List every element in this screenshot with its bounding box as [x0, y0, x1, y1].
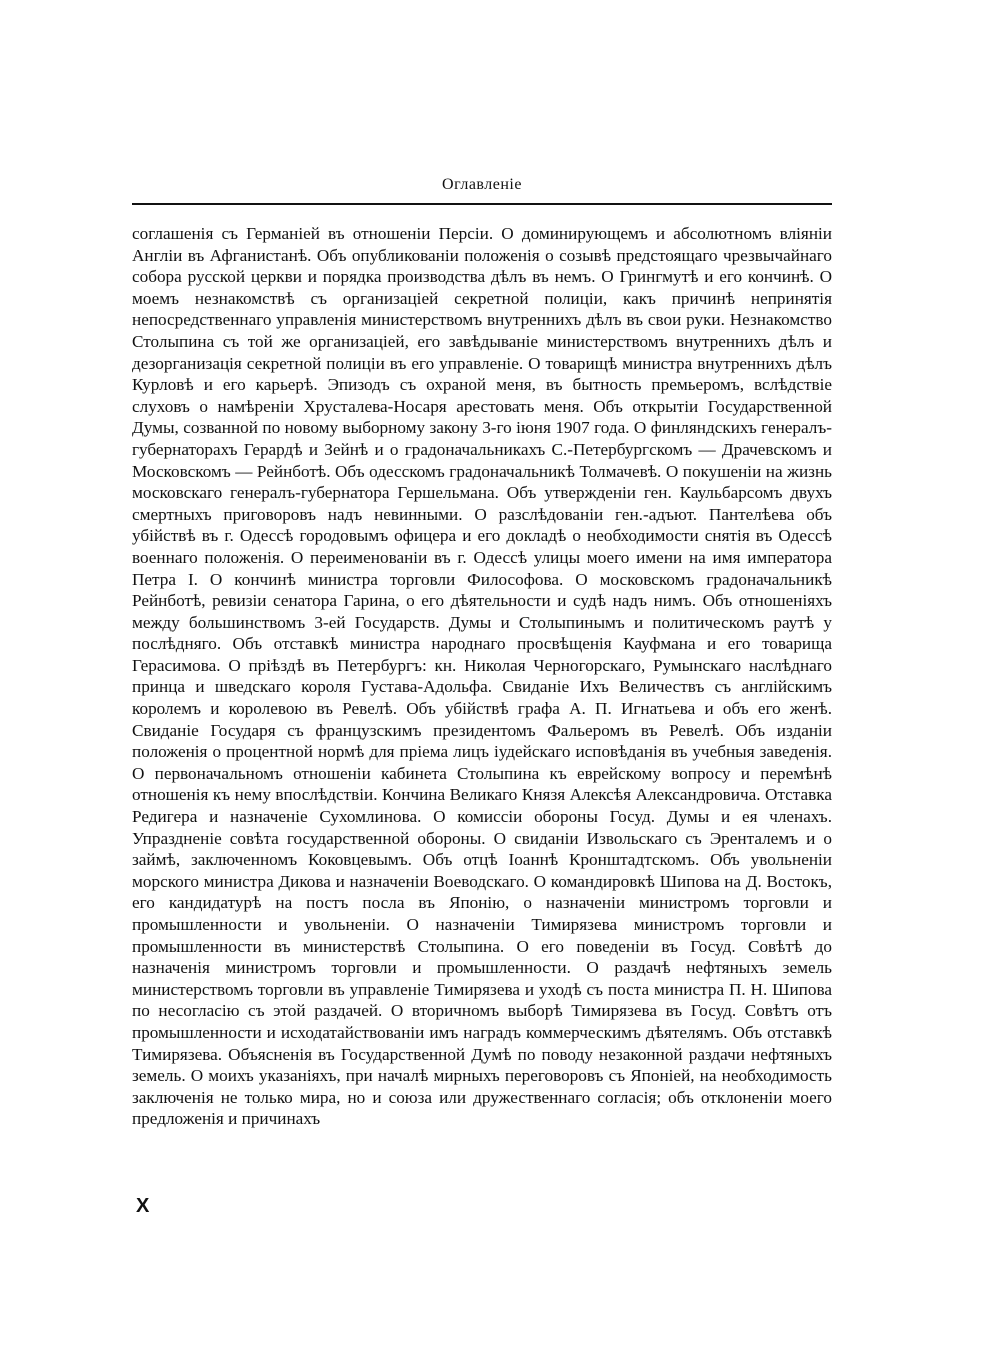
table-of-contents-text: соглашенія съ Германіей въ отношеніи Персіи. О доминирующемъ и абсолютномъ вліяніи Англіи въ Афганистанѣ. Объ опубликованіи положенія о созывѣ предстоящаго чрезвычайнаго собора русской церкви и порядка производства дѣлъ въ немъ. О Грингмутѣ и его кончинѣ. О моемъ незнакомствѣ съ организаціей секретной полиціи, какъ причинѣ непринятія непосредственнаго управленія министерствомъ внутреннихъ дѣлъ въ свои руки. Незнакомство Столыпина съ той же организаціей, его завѣдываніе министерствомъ внутреннихъ дѣлъ и дезорганизація секретной полиціи въ его управленіе. О товарищѣ министра внутреннихъ дѣлъ Курловѣ и его карьерѣ. Эпизодъ съ охраной меня, въ бытность премьеромъ, вслѣдствіе слуховъ о намѣреніи Хрусталева-Носаря арестовать меня. Объ открытіи Государственной Думы, созванной по новому выборному закону 3-го іюня 1907 года. О финляндскихъ генералъ-губернаторахъ Герардѣ и Зейнѣ и о градоначальникахъ С.-Петербургскомъ — Драчевскомъ и Московскомъ — Рейнботѣ. Объ одесскомъ градоначальникѣ Толмачевѣ. О покушеніи на жизнь московскаго генералъ-губернатора Гершельмана. Объ утвержденіи ген. Каульбарсомъ двухъ смертныхъ приговоровъ надъ невинными. О разслѣдованіи ген.-адъют. Пантелѣева объ убійствѣ въ г. Одессѣ городовымъ офицера и его докладѣ о необходимости снятія въ Одессѣ военнаго положенія. О переименованіи въ г. Одессѣ улицы моего имени на имя императора Петра I. О кончинѣ министра торговли Философова. О московскомъ градоначальникѣ Рейнботѣ, ревизіи сенатора Гарина, о его дѣятельности и судѣ надъ нимъ. Объ отношеніяхъ между большинствомъ 3-ей Государств. Думы и Столыпинымъ и политическомъ раутѣ у послѣдняго. Объ отставкѣ министра народнаго просвѣщенія Кауфмана и его товарища Герасимова. О пріѣздѣ въ Петербургъ: кн. Николая Черногорскаго, Румынскаго наслѣднаго принца и шведскаго короля Густава-Адольфа. Свиданіе Ихъ Величествъ съ англійскимъ королемъ и королевою въ Ревелѣ. Объ убійствѣ графа А. П. Игнатьева и объ его женѣ. Свиданіе Государя съ французскимъ президентомъ Фальеромъ въ Ревелѣ. Объ изданіи положенія о процентной нормѣ для пріема лицъ іудейскаго исповѣданія въ учебныя заведенія. О первоначальномъ отношеніи кабинета Столыпина къ еврейскому вопросу и перемѣнѣ отношенія къ нему впослѣдствіи. Кончина Великаго Князя Алексѣя Александровича. Отставка Редигера и назначеніе Сухомлинова. О комиссіи обороны Госуд. Думы и ея членахъ. Упраздненіе совѣта государственной обороны. О свиданіи Извольскаго съ Эренталемъ и о займѣ, заключенномъ Коковцевымъ. Объ отцѣ Іоаннѣ Кронштадтскомъ. Объ увольненіи морского министра Дикова и назначеніи Воеводскаго. О командировкѣ Шипова на Д. Востокъ, его кандидатурѣ на постъ посла въ Японію, о назначеніи министромъ торговли и промышленности и увольненіи. О назначеніи Тимирязева министромъ торговли и промышленности въ министерствѣ Столыпина. О его поведеніи въ Госуд. Совѣтѣ до назначенія министромъ торговли и промышленности. О раздачѣ нефтяныхъ земель министерствомъ торговли въ управленіе Тимирязева и уходѣ съ поста министра П. Н. Шипова по несогласію съ этой раздачей. О вторичномъ выборѣ Тимирязева въ Госуд. Совѣтъ отъ промышленности и исходатайствованіи имъ наградъ коммерческимъ дѣятелямъ. Объ отставкѣ Тимирязева. Объясненія въ Государственной Думѣ по поводу незаконной раздачи нефтяныхъ земель. О моихъ указаніяхъ, при началѣ мирныхъ переговоровъ съ Японіей, на необходимость заключенія не только мира, но и союза или дружественнаго согласія; объ отклоненіи моего предложенія и причинахъ [132, 224, 832, 1129]
running-title: Оглавленіе [442, 176, 522, 193]
page-number: X [136, 1195, 150, 1217]
header-rule [132, 203, 832, 205]
